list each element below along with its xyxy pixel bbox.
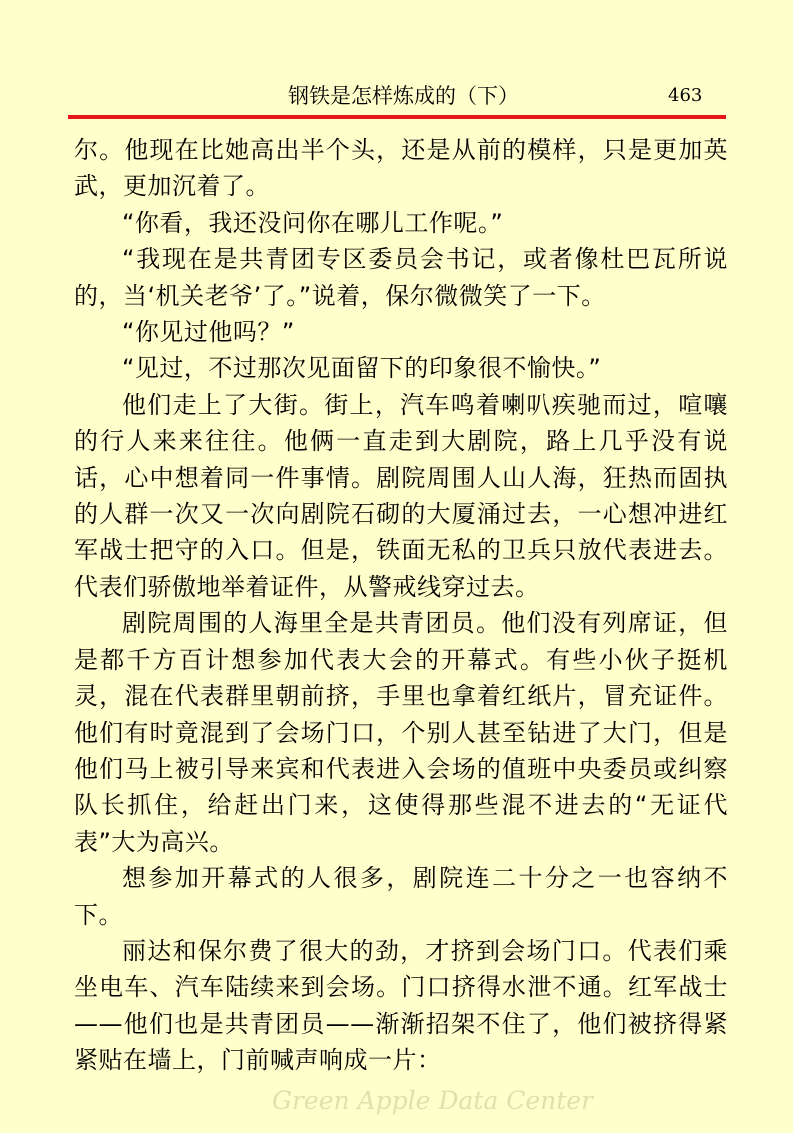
paragraph: 想参加开幕式的人很多，剧院连二十分之一也容纳不下。 <box>74 864 728 929</box>
header-divider <box>68 115 726 119</box>
paragraph: “你见过他吗？” <box>122 318 295 347</box>
running-header-title: 钢铁是怎样炼成的（下） <box>288 84 519 108</box>
page-number: 463 <box>668 85 703 106</box>
paragraph: 剧院周围的人海里全是共青团员。他们没有列席证，但是都千方百计想参加代表大会的开幕式。有些小伙子挺机灵，混在代表群里朝前挤，手里也拿着红纸片，冒充证件。他们有时竟混到了会场门口，个别人甚至钻进了大门，但是他们马上被引导来宾和代表进入会场的值班中央委员或纠察队长抓住，给赶出门来，这使得那些混不进去的“无证代表”大为高兴。 <box>74 609 728 856</box>
watermark: Green Apple Data Center <box>272 1086 594 1115</box>
paragraph-continued: 尔。他现在比她高出半个头，还是从前的模样，只是更加英武，更加沉着了。 <box>74 136 728 201</box>
paragraph: “我现在是共青团专区委员会书记，或者像杜巴瓦所说的，当‘机关老爷’了。”说着，保尔微微笑了一下。 <box>74 245 728 310</box>
body-text <box>74 132 728 1079</box>
paragraph: “你看，我还没问你在哪儿工作呢。” <box>122 208 504 237</box>
paragraph: 丽达和保尔费了很大的劲，才挤到会场门口。代表们乘坐电车、汽车陆续来到会场。门口挤得水泄不通。红军战士——他们也是共青团员——渐渐招架不住了，他们被挤得紧紧贴在墙上，门前喊声响成一片： <box>74 936 728 1075</box>
paragraph: “见过，不过那次见面留下的印象很不愉快。” <box>122 354 602 383</box>
paragraph: 他们走上了大街。街上，汽车鸣着喇叭疾驰而过，喧嚷的行人来来往往。他俩一直走到大剧院，路上几乎没有说话，心中想着同一件事情。剧院周围人山人海，狂热而固执的人群一次又一次向剧院石砌的大厦涌过去，一心想冲进红军战士把守的入口。但是，铁面无私的卫兵只放代表进去。代表们骄傲地举着证件，从警戒线穿过去。 <box>74 390 728 601</box>
